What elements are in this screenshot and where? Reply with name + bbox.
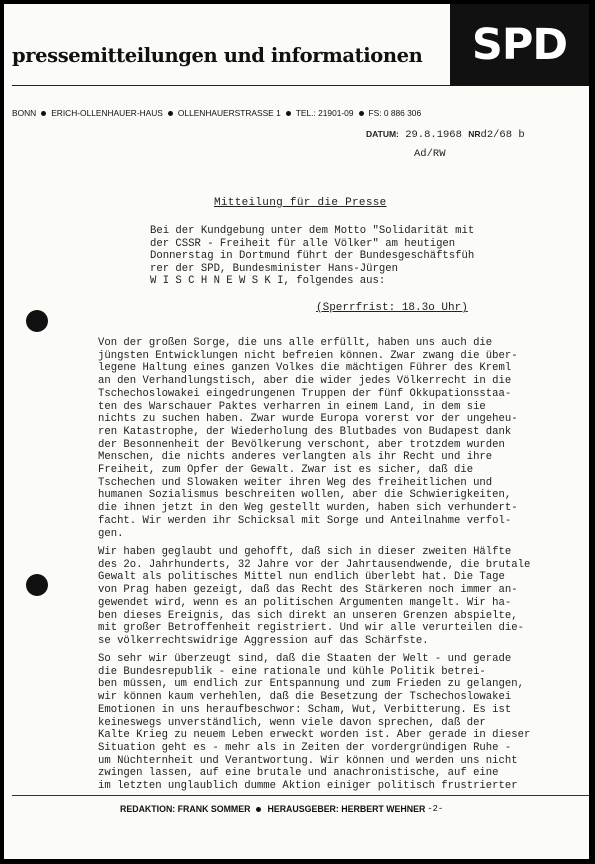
text-line: legene Haltung eines ganzen Volkes die mächtigen Führer des Kreml (98, 362, 512, 375)
date-value: 29.8.1968 (405, 129, 462, 141)
text-line: jüngsten Entwicklungen nicht befreien können. Zwar zwang die über- (98, 349, 518, 362)
address-building: ERICH-OLLENHAUER-HAUS (51, 108, 163, 118)
punch-hole (26, 310, 48, 332)
document-heading: Mitteilung für die Presse (214, 197, 387, 209)
spd-logo: SPD (450, 4, 589, 86)
text-line: der Besonnenheit der Bevölkerung verschont, aber trotzdem wurden (98, 438, 505, 451)
text-line: Von der großen Sorge, die uns alle erfüllt, haben uns auch die (98, 337, 493, 349)
address-street: OLLENHAUERSTRASSE 1 (177, 108, 281, 118)
press-release-page (4, 4, 589, 859)
intro-line: Donnerstag in Dortmund führt der Bundesgeschäftsfüh (150, 250, 475, 263)
masthead-title: pressemitteilungen und informationen (12, 44, 423, 67)
text-line: zwingen lassen, auf eine brutale und anachronistische, auf eine (98, 767, 499, 780)
address-line (12, 108, 421, 118)
address-phone: TEL.: 21901-09 (295, 108, 354, 118)
text-line: um Nüchternheit und Verantwortung. Wir können und werden uns nicht (98, 754, 518, 767)
paragraph-1 (98, 337, 584, 540)
date-line (366, 129, 525, 141)
intro-line: W I S C H N E W S K I, folgendes aus: (150, 275, 386, 288)
text-line: mit großer Betroffenheit registriert. Und wir alle verurteilen die- (98, 622, 524, 635)
footer-editor: REDAKTION: FRANK SOMMER (120, 804, 251, 814)
text-line: des 2o. Jahrhunderts, 32 Jahre vor der Jahrtausendwende, die brutale (98, 558, 531, 571)
number-value: d2/68 b (480, 129, 525, 141)
embargo-notice: (Sperrfrist: 18.3o Uhr) (316, 302, 468, 314)
text-line: humanen Sozialismus beschreiten wollen, aber die Schwierigkeiten, (98, 489, 512, 502)
text-line: die ihnen jetzt in den Weg gestellt wurden, haben sich verhundert- (98, 502, 518, 515)
number-label: NR (468, 129, 481, 139)
intro-line: der CSSR - Freiheit für alle Völker" am heutigen (150, 237, 456, 250)
text-line: gewendet wird, wenn es an politischen Argumenten mangelt. Wir ha- (98, 596, 512, 609)
text-line: Tschechen und Slowaken weiter ihren Weg des freiheitlichen und (98, 476, 493, 489)
text-line: ben müssen, um endlich zur Entspannung und zum Frieden zu gelangen, (98, 678, 524, 691)
page-number: -2- (427, 804, 444, 814)
punch-hole (26, 574, 48, 596)
text-line: Wir haben geglaubt und gehofft, daß sich in dieser zweiten Hälfte (98, 546, 512, 558)
text-line: von Prag haben gezeigt, daß das Recht des Stärkeren noch immer an- (98, 584, 518, 597)
text-line: Menschen, die nichts anderes verlangten als ihr Recht und ihre (98, 451, 493, 464)
bullet-icon (168, 111, 173, 116)
text-line: Situation geht es - mehr als in Zeiten der vordergründigen Ruhe - (98, 741, 512, 754)
text-line: wir können kaum verhehlen, daß die Besetzung der Tschechoslowakei (98, 691, 512, 704)
reference-initials: Ad/RW (414, 148, 446, 160)
text-line: im letzten unglaublich dumme Aktion einiger politisch frustrierter (98, 780, 518, 793)
text-line: So sehr wir überzeugt sind, daß die Staaten der Welt - und gerade (98, 653, 512, 665)
text-line: keineswegs unverständlich, wenn viele davon sprechen, daß der (98, 716, 486, 729)
text-line: gen. (98, 527, 124, 540)
text-line: die Bundesrepublik - eine rationale und kühle Politik betrei- (98, 665, 486, 678)
text-line: ten des Warschauer Paktes verharren in einem Land, in dem sie (98, 400, 486, 413)
address-telex: FS: 0 886 306 (368, 108, 422, 118)
date-label: DATUM: (366, 129, 399, 139)
intro-line: Bei der Kundgebung unter dem Motto "Solidarität mit (150, 225, 475, 237)
text-line: nichts zu suchen haben. Zwar wurde Europa vorerst vor der ungeheu- (98, 413, 518, 426)
footer-rule (12, 795, 589, 796)
text-line: ben dieses Ereignis, das sich direkt an unseren Grenzen abspielte, (98, 609, 518, 622)
bullet-icon (256, 807, 261, 812)
bullet-icon (359, 111, 364, 116)
paragraph-3 (98, 653, 584, 793)
text-line: Tschechoslowakei eingedrungenen Truppen der fünf Okkupationsstaa- (98, 387, 512, 400)
text-line: an den Verhandlungstisch, aber die wider jedes Völkerrecht in die (98, 375, 512, 388)
address-city: BONN (12, 108, 37, 118)
paragraph-2 (98, 546, 584, 648)
text-line: ren Katastrophe, der Wiederholung des Blutbades von Budapest dank (98, 425, 512, 438)
text-line: se völkerrechtswidrige Aggression auf das Schärfste. (98, 634, 429, 647)
text-line: Emotionen in uns heraufbeschwor: Scham, Wut, Verbitterung. Es ist (98, 703, 512, 716)
footer-publisher: HERAUSGEBER: HERBERT WEHNER (267, 804, 426, 814)
text-line: Kalte Krieg zu neuem Leben erweckt worden ist. Aber gerade in dieser (98, 729, 531, 742)
intro-paragraph (150, 225, 582, 288)
footer (120, 804, 443, 814)
text-line: facht. Wir werden ihr Schicksal mit Sorge und Anteilnahme verfol- (98, 514, 512, 527)
masthead-rule (12, 85, 450, 86)
bullet-icon (41, 111, 46, 116)
text-line: Gewalt als politisches Mittel nun endlich überlebt hat. Die Tage (98, 571, 505, 584)
bullet-icon (286, 111, 291, 116)
intro-line: rer der SPD, Bundesminister Hans-Jürgen (150, 262, 398, 275)
text-line: Freiheit, zum Opfer der Gewalt. Zwar ist es sicher, daß die (98, 464, 474, 477)
